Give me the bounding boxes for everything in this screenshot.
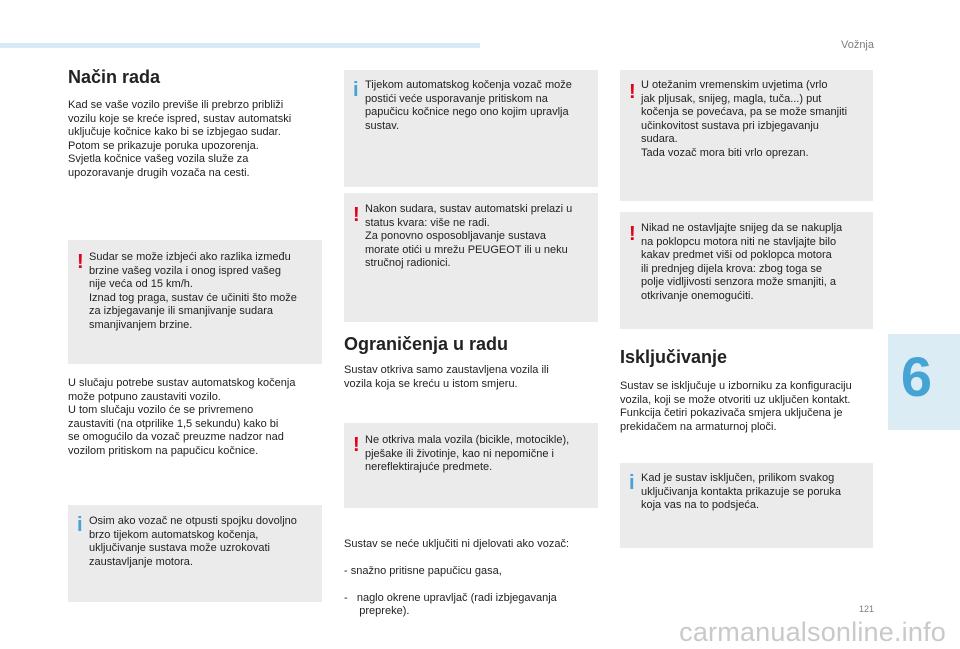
limits-paragraph: Sustav otkriva samo zaustavljena vozila ili vozila koja se kreću u istom smjeru.: [344, 364, 549, 390]
intro-paragraph: Kad se vaše vozilo previše ili prebrzo približi vozilu koje se kreće ispred, sustav automatski uključuje kočnice kako bi se izbjegao sudar. Potom se prikazuje poruka upozorenja. Svjetla kočnice vašeg vozila služe za upozoravanje drugih vozača na cesti.: [68, 99, 292, 179]
warning-text: Sudar se može izbjeći ako razlika između brzine vašeg vozila i onog ispred vašeg nije veća od 15 km/h. Iznad tog praga, sustav će učiniti što može za izbjegavanje ili smanjivanje sudara smanjivanjem brzine.: [89, 251, 297, 331]
warning-icon: !: [629, 81, 636, 103]
info-box-reminder: [620, 463, 873, 548]
disable-paragraph: Sustav se isključuje u izborniku za konfiguraciju vozila, koji se može otvoriti uz uključen kontakt. Funkcija četiri pokazivača smjera uključena je prekidačem na armaturnoj ploči.: [620, 380, 852, 433]
conditions-intro: Sustav se neće uključiti ni djelovati ako vozač:: [344, 537, 570, 550]
warning-icon: !: [353, 204, 360, 226]
chapter-number: 6: [900, 345, 932, 408]
list-item: - naglo okrene upravljač (radi izbjegavanja prepreke).: [344, 591, 557, 617]
stop-paragraph: U slučaju potrebe sustav automatskog kočenja može potpuno zaustaviti vozilo. U tom slučaju vozilo će se privremeno zaustaviti (na otprilike 1,5 sekundu) kako bi se omogućilo da vozač preuzme nadzor nad vozilom pritiskom na papučicu kočnice.: [68, 377, 296, 457]
list-item: - snažno pritisne papučicu gasa,: [344, 564, 502, 577]
info-text: Osim ako vozač ne otpusti spojku dovoljno brzo tijekom automatskog kočenja, uključivanje sustava može uzrokovati zaustavljanje motora.: [89, 515, 297, 568]
conditions-block: [344, 524, 600, 632]
warning-box-collision: [344, 193, 598, 322]
warning-box-weather: [620, 70, 873, 201]
info-box-braking: [344, 70, 598, 187]
section-title-iskljucivanje: Isključivanje: [620, 347, 728, 367]
warning-text: U otežanim vremenskim uvjetima (vrlo jak pljusak, snijeg, magla, tuča...) put kočenja se povećava, pa se može smanjiti učinkovitost sustava pri izbjegavanju sudara. Tada vozač mora biti vrlo oprezan.: [641, 79, 848, 159]
info-icon: i: [629, 472, 635, 494]
watermark: carmanualsonline.info: [679, 617, 946, 647]
warning-text: Nakon sudara, sustav automatski prelazi u status kvara: više ne radi. Za ponovno osposobljavanje sustava morate otići u mrežu PEUGEOT ili u neku stručnoj radionici.: [365, 203, 573, 269]
warning-icon: !: [629, 223, 636, 245]
info-icon: i: [353, 79, 359, 101]
info-icon: i: [77, 514, 83, 536]
warning-box-snow: [620, 212, 873, 329]
section-label: Vožnja: [840, 39, 874, 51]
section-title-nacin-rada: Način rada: [68, 67, 161, 87]
section-title-ogranicenja: Ograničenja u radu: [344, 334, 509, 354]
header-bar: [0, 43, 480, 48]
info-text: Kad je sustav isključen, prilikom svakog uključivanja kontakta prikazuje se poruka koja vas na to podsjeća.: [641, 472, 841, 511]
warning-icon: !: [77, 251, 84, 273]
info-box-clutch: [68, 505, 322, 602]
info-text: Tijekom automatskog kočenja vozač može postići veće usporavanje pritiskom na papučicu kočnice nego ono kojim upravlja sustav.: [365, 79, 572, 132]
warning-box-small-vehicles: [344, 423, 598, 508]
page-number: 121: [858, 604, 874, 614]
warning-icon: !: [353, 434, 360, 456]
warning-text: Nikad ne ostavljajte snijeg da se nakuplja na poklopcu motora niti ne stavljajte bilo kakav predmet viši od poklopca motora ili prednjeg dijela krova: zbog toga se polje vidljivosti senzora može smanjiti, a otkrivanje onemogućiti.: [641, 222, 843, 302]
warning-box-speed: [68, 240, 322, 364]
warning-text: Ne otkriva mala vozila (bicikle, motocikle), pješake ili životinje, kao ni nepomične i nereflektirajuće predmete.: [365, 434, 570, 473]
